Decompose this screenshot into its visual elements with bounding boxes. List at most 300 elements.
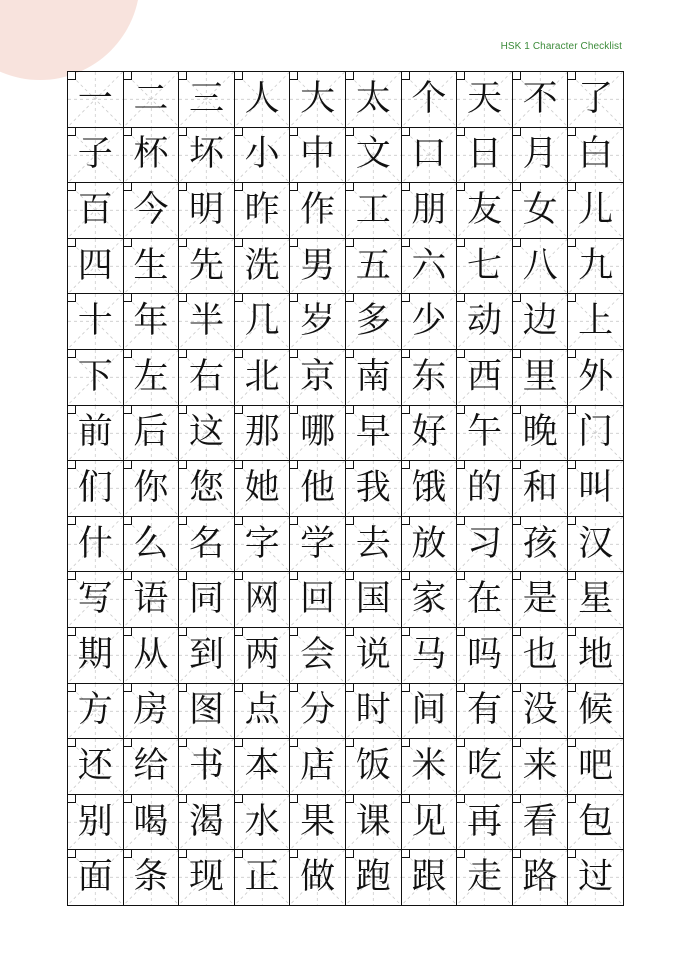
character-glyph: 午 [466, 412, 502, 453]
character-glyph: 早 [355, 412, 391, 453]
character-glyph: 右 [188, 356, 224, 397]
character-cell [513, 183, 569, 239]
character-cell [235, 795, 291, 851]
character-glyph: 前 [77, 412, 113, 453]
character-glyph: 条 [133, 857, 169, 898]
character-glyph: 地 [578, 634, 614, 675]
character-cell [68, 294, 124, 350]
character-glyph: 少 [411, 301, 447, 342]
character-glyph: 十 [77, 301, 113, 342]
character-glyph: 来 [522, 745, 558, 786]
character-glyph: 果 [300, 801, 336, 842]
character-cell [568, 128, 624, 184]
character-glyph: 南 [355, 356, 391, 397]
character-cell [568, 684, 624, 740]
character-glyph: 星 [578, 579, 614, 620]
character-glyph: 叫 [578, 467, 614, 508]
character-glyph: 面 [77, 857, 113, 898]
character-cell [457, 461, 513, 517]
character-cell [179, 128, 235, 184]
character-glyph: 分 [300, 690, 336, 731]
character-cell [457, 183, 513, 239]
character-cell [68, 183, 124, 239]
character-glyph: 渴 [188, 801, 224, 842]
character-glyph: 会 [300, 634, 336, 675]
character-cell [68, 239, 124, 295]
character-cell [235, 461, 291, 517]
character-glyph: 国 [355, 579, 391, 620]
character-glyph: 课 [355, 801, 391, 842]
character-cell [290, 350, 346, 406]
character-glyph: 在 [466, 579, 502, 620]
character-cell [513, 739, 569, 795]
character-cell [68, 684, 124, 740]
character-cell [179, 850, 235, 906]
character-cell [457, 628, 513, 684]
character-cell [235, 850, 291, 906]
character-glyph: 喝 [133, 801, 169, 842]
character-cell [235, 294, 291, 350]
character-cell [402, 406, 458, 462]
character-cell [568, 739, 624, 795]
character-cell [346, 128, 402, 184]
character-glyph: 走 [466, 857, 502, 898]
character-glyph: 北 [244, 356, 280, 397]
character-cell [124, 72, 180, 128]
character-cell [568, 239, 624, 295]
character-cell [68, 350, 124, 406]
character-glyph: 吧 [578, 745, 614, 786]
character-cell [68, 850, 124, 906]
character-glyph: 有 [466, 690, 502, 731]
character-cell [402, 628, 458, 684]
character-glyph: 三 [188, 78, 224, 119]
character-cell [235, 239, 291, 295]
character-cell [179, 795, 235, 851]
character-cell [402, 239, 458, 295]
character-glyph: 们 [77, 467, 113, 508]
character-glyph: 男 [300, 245, 336, 286]
character-glyph: 天 [466, 78, 502, 119]
character-glyph: 了 [578, 78, 614, 119]
character-cell [346, 628, 402, 684]
character-cell [346, 572, 402, 628]
character-cell [68, 128, 124, 184]
character-cell [124, 517, 180, 573]
character-cell [124, 461, 180, 517]
character-glyph: 写 [77, 579, 113, 620]
character-glyph: 小 [244, 134, 280, 175]
character-cell [346, 406, 402, 462]
character-glyph: 她 [244, 467, 280, 508]
character-cell [568, 628, 624, 684]
character-glyph: 路 [522, 857, 558, 898]
character-glyph: 也 [522, 634, 558, 675]
character-cell [290, 517, 346, 573]
character-glyph: 上 [578, 301, 614, 342]
character-glyph: 再 [466, 801, 502, 842]
character-glyph: 里 [522, 356, 558, 397]
character-glyph: 房 [133, 690, 169, 731]
character-cell [179, 183, 235, 239]
character-cell [124, 406, 180, 462]
character-cell [124, 183, 180, 239]
character-glyph: 白 [578, 134, 614, 175]
character-glyph: 大 [300, 78, 336, 119]
character-glyph: 包 [578, 801, 614, 842]
character-glyph: 百 [77, 189, 113, 230]
character-cell [235, 572, 291, 628]
character-glyph: 米 [411, 745, 447, 786]
decorative-corner-blob [0, 0, 140, 80]
character-cell [568, 461, 624, 517]
character-glyph: 跟 [411, 857, 447, 898]
character-cell [513, 684, 569, 740]
character-glyph: 现 [188, 857, 224, 898]
character-cell [124, 795, 180, 851]
character-glyph: 从 [133, 634, 169, 675]
character-cell [124, 294, 180, 350]
character-glyph: 的 [466, 467, 502, 508]
character-glyph: 友 [466, 189, 502, 230]
character-glyph: 跑 [355, 857, 391, 898]
character-cell [568, 72, 624, 128]
character-glyph: 六 [411, 245, 447, 286]
character-cell [457, 795, 513, 851]
character-glyph: 九 [578, 245, 614, 286]
character-glyph: 八 [522, 245, 558, 286]
character-cell [346, 739, 402, 795]
character-cell [235, 72, 291, 128]
character-cell [68, 517, 124, 573]
character-cell [179, 739, 235, 795]
character-glyph: 时 [355, 690, 391, 731]
character-cell [290, 684, 346, 740]
character-cell [179, 72, 235, 128]
character-cell [457, 739, 513, 795]
character-glyph: 一 [77, 78, 113, 119]
character-cell [290, 628, 346, 684]
character-cell [68, 72, 124, 128]
character-cell [235, 739, 291, 795]
character-cell [457, 128, 513, 184]
character-glyph: 别 [77, 801, 113, 842]
character-glyph: 多 [355, 301, 391, 342]
character-cell [235, 350, 291, 406]
character-cell [457, 72, 513, 128]
character-glyph: 后 [133, 412, 169, 453]
character-cell [235, 183, 291, 239]
character-cell [513, 72, 569, 128]
character-glyph: 放 [411, 523, 447, 564]
character-cell [179, 684, 235, 740]
character-cell [402, 294, 458, 350]
character-glyph: 作 [300, 189, 336, 230]
character-cell [290, 128, 346, 184]
character-cell [179, 294, 235, 350]
character-cell [457, 572, 513, 628]
character-glyph: 京 [300, 356, 336, 397]
character-glyph: 二 [133, 78, 169, 119]
character-cell [402, 128, 458, 184]
character-cell [513, 350, 569, 406]
character-cell [68, 406, 124, 462]
character-cell [568, 850, 624, 906]
character-glyph: 文 [355, 134, 391, 175]
character-glyph: 西 [466, 356, 502, 397]
character-cell [124, 572, 180, 628]
character-cell [568, 294, 624, 350]
character-glyph: 半 [188, 301, 224, 342]
character-glyph: 没 [522, 690, 558, 731]
character-glyph: 我 [355, 467, 391, 508]
character-glyph: 东 [411, 356, 447, 397]
character-glyph: 杯 [133, 134, 169, 175]
character-cell [402, 850, 458, 906]
character-glyph: 什 [77, 523, 113, 564]
character-cell [68, 461, 124, 517]
character-glyph: 生 [133, 245, 169, 286]
character-cell [513, 628, 569, 684]
character-glyph: 晚 [522, 412, 558, 453]
character-glyph: 孩 [522, 523, 558, 564]
character-glyph: 马 [411, 634, 447, 675]
character-cell [346, 850, 402, 906]
character-cell [179, 517, 235, 573]
character-glyph: 图 [188, 690, 224, 731]
character-cell [402, 183, 458, 239]
character-glyph: 岁 [300, 301, 336, 342]
character-cell [568, 517, 624, 573]
character-cell [235, 517, 291, 573]
character-cell [290, 795, 346, 851]
character-cell [346, 684, 402, 740]
character-cell [124, 739, 180, 795]
character-glyph: 候 [578, 690, 614, 731]
character-glyph: 做 [300, 857, 336, 898]
character-glyph: 口 [411, 134, 447, 175]
character-cell [513, 294, 569, 350]
character-cell [346, 294, 402, 350]
character-cell [457, 239, 513, 295]
character-glyph: 水 [244, 801, 280, 842]
character-cell [235, 628, 291, 684]
character-cell [513, 517, 569, 573]
character-cell [290, 72, 346, 128]
character-cell [290, 739, 346, 795]
character-glyph: 四 [77, 245, 113, 286]
character-grid [67, 71, 624, 906]
character-glyph: 汉 [578, 523, 614, 564]
character-cell [290, 239, 346, 295]
character-glyph: 店 [300, 745, 336, 786]
character-glyph: 和 [522, 467, 558, 508]
character-cell [124, 350, 180, 406]
character-glyph: 么 [133, 523, 169, 564]
character-cell [568, 795, 624, 851]
character-glyph: 你 [133, 467, 169, 508]
character-cell [290, 850, 346, 906]
character-cell [402, 461, 458, 517]
character-glyph: 动 [466, 301, 502, 342]
character-glyph: 中 [300, 134, 336, 175]
character-glyph: 工 [355, 189, 391, 230]
character-glyph: 方 [77, 690, 113, 731]
character-cell [235, 684, 291, 740]
character-glyph: 期 [77, 634, 113, 675]
character-cell [124, 239, 180, 295]
character-glyph: 坏 [188, 134, 224, 175]
character-cell [290, 572, 346, 628]
character-glyph: 是 [522, 579, 558, 620]
character-cell [179, 572, 235, 628]
character-glyph: 昨 [244, 189, 280, 230]
character-cell [346, 239, 402, 295]
character-cell [124, 628, 180, 684]
character-cell [68, 739, 124, 795]
character-cell [346, 517, 402, 573]
character-cell [179, 461, 235, 517]
character-cell [513, 461, 569, 517]
character-glyph: 吃 [466, 745, 502, 786]
character-cell [290, 183, 346, 239]
character-cell [124, 684, 180, 740]
character-glyph: 他 [300, 467, 336, 508]
character-glyph: 那 [244, 412, 280, 453]
character-cell [68, 572, 124, 628]
character-glyph: 不 [522, 78, 558, 119]
character-glyph: 五 [355, 245, 391, 286]
character-cell [124, 128, 180, 184]
character-glyph: 给 [133, 745, 169, 786]
character-cell [513, 406, 569, 462]
character-cell [402, 350, 458, 406]
character-glyph: 家 [411, 579, 447, 620]
character-cell [179, 239, 235, 295]
character-glyph: 学 [300, 523, 336, 564]
character-cell [68, 628, 124, 684]
character-cell [402, 572, 458, 628]
character-cell [457, 294, 513, 350]
character-glyph: 语 [133, 579, 169, 620]
character-glyph: 左 [133, 356, 169, 397]
character-cell [346, 795, 402, 851]
character-glyph: 人 [244, 78, 280, 119]
character-glyph: 点 [244, 690, 280, 731]
character-glyph: 网 [244, 579, 280, 620]
character-glyph: 吗 [466, 634, 502, 675]
character-glyph: 到 [188, 634, 224, 675]
character-glyph: 日 [466, 134, 502, 175]
character-cell [179, 406, 235, 462]
character-glyph: 饿 [411, 467, 447, 508]
character-glyph: 您 [188, 467, 224, 508]
character-glyph: 两 [244, 634, 280, 675]
character-cell [179, 628, 235, 684]
character-glyph: 书 [188, 745, 224, 786]
character-glyph: 好 [411, 412, 447, 453]
character-cell [513, 795, 569, 851]
character-cell [290, 294, 346, 350]
character-glyph: 习 [466, 523, 502, 564]
character-cell [402, 684, 458, 740]
character-cell [346, 461, 402, 517]
character-cell [402, 72, 458, 128]
character-cell [568, 572, 624, 628]
character-glyph: 回 [300, 579, 336, 620]
character-glyph: 女 [522, 189, 558, 230]
character-glyph: 外 [578, 356, 614, 397]
character-glyph: 说 [355, 634, 391, 675]
character-cell [402, 739, 458, 795]
character-cell [457, 517, 513, 573]
character-glyph: 看 [522, 801, 558, 842]
character-cell [568, 406, 624, 462]
character-cell [513, 128, 569, 184]
character-cell [235, 128, 291, 184]
character-cell [457, 684, 513, 740]
character-cell [290, 406, 346, 462]
character-glyph: 洗 [244, 245, 280, 286]
character-cell [457, 850, 513, 906]
character-glyph: 今 [133, 189, 169, 230]
character-cell [513, 850, 569, 906]
character-glyph: 见 [411, 801, 447, 842]
character-cell [402, 517, 458, 573]
character-cell [68, 795, 124, 851]
character-cell [346, 72, 402, 128]
character-glyph: 年 [133, 301, 169, 342]
character-glyph: 间 [411, 690, 447, 731]
character-cell [235, 406, 291, 462]
character-glyph: 哪 [300, 412, 336, 453]
page-title: HSK 1 Character Checklist [500, 41, 622, 52]
character-cell [457, 406, 513, 462]
character-glyph: 几 [244, 301, 280, 342]
character-cell [290, 461, 346, 517]
character-glyph: 同 [188, 579, 224, 620]
character-glyph: 个 [411, 78, 447, 119]
character-glyph: 子 [77, 134, 113, 175]
character-glyph: 朋 [411, 189, 447, 230]
character-cell [124, 850, 180, 906]
character-glyph: 正 [244, 857, 280, 898]
character-glyph: 下 [77, 356, 113, 397]
character-cell [568, 183, 624, 239]
character-cell [179, 350, 235, 406]
character-glyph: 边 [522, 301, 558, 342]
character-glyph: 先 [188, 245, 224, 286]
character-glyph: 这 [188, 412, 224, 453]
character-glyph: 去 [355, 523, 391, 564]
character-glyph: 太 [355, 78, 391, 119]
character-cell [402, 795, 458, 851]
character-cell [568, 350, 624, 406]
character-cell [457, 350, 513, 406]
character-cell [346, 183, 402, 239]
character-cell [513, 572, 569, 628]
character-glyph: 门 [578, 412, 614, 453]
character-glyph: 七 [466, 245, 502, 286]
character-cell [513, 239, 569, 295]
character-glyph: 本 [244, 745, 280, 786]
character-glyph: 过 [578, 857, 614, 898]
character-glyph: 明 [188, 189, 224, 230]
character-glyph: 字 [244, 523, 280, 564]
character-glyph: 还 [77, 745, 113, 786]
character-glyph: 儿 [578, 189, 614, 230]
character-glyph: 饭 [355, 745, 391, 786]
